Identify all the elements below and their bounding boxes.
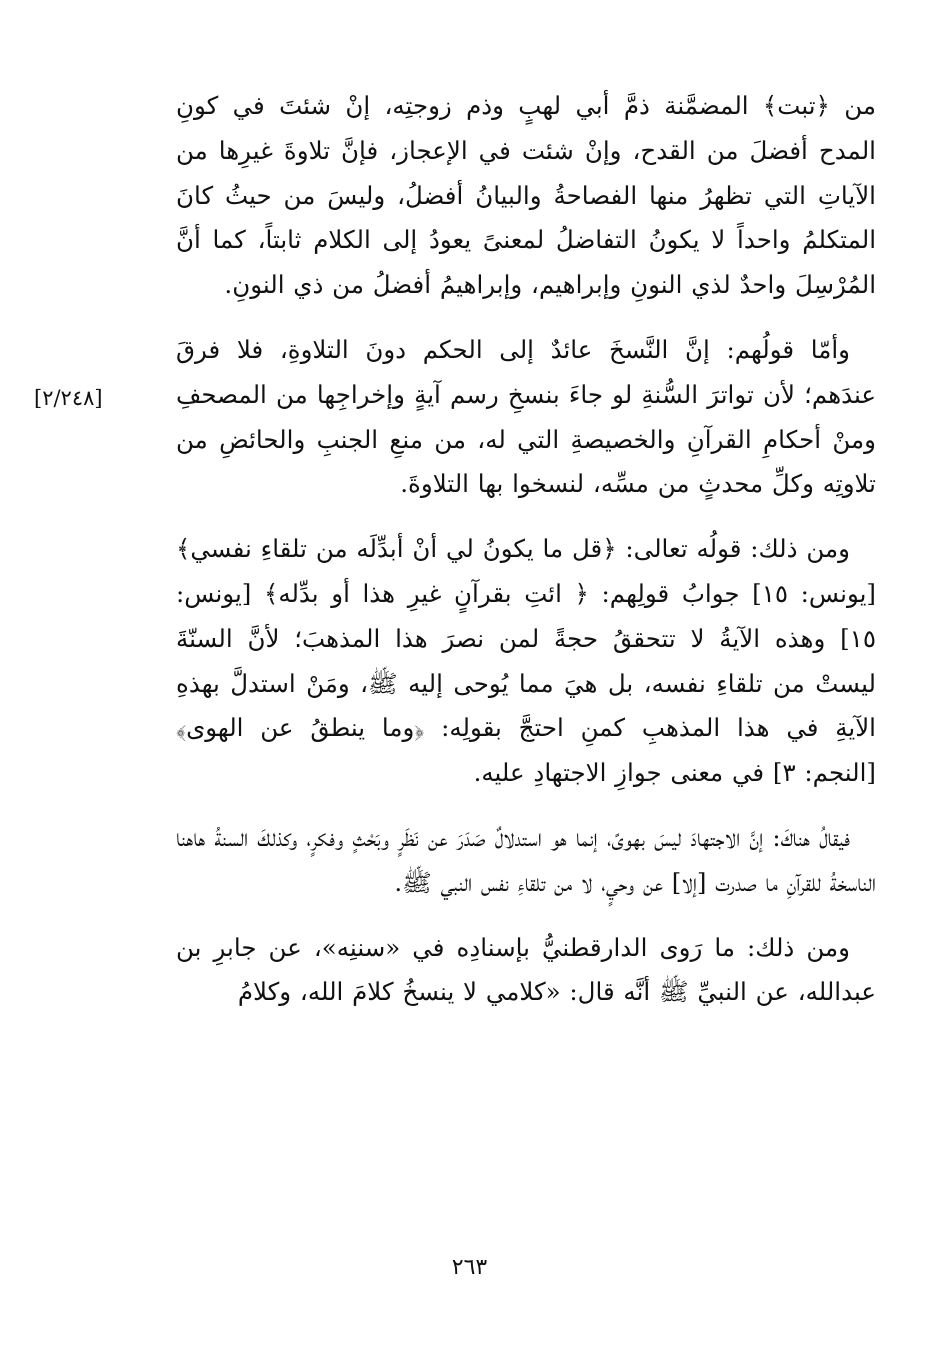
paragraph-3: ومن ذلك: قولُه تعالى: ﴿قل ما يكونُ لي أنْ أبدِّلَه من تلقاءِ نفسي﴾ [يونس: ١٥] جوابُ قولِهم: ﴿ ائتِ بقرآنٍ غيرِ هذا أو بدِّله﴾ [يونس: ١٥] وهذه الآيةُ لا تتحققُ حجةً لمن نصرَ هذا المذهبَ؛ لأنَّ السنّةَ ليستْ من تلقاءِ نفسه، بل هيَ مما يُوحى إليه ﷺ، ومَنْ استدلَّ بهذهِ الآيةِ في هذا المذهبِ كمنِ احتجَّ بقولِه: ﴿وما ينطقُ عن الهوى﴾ [النجم: ٣] في معنى جوازِ الاجتهادِ عليه. (176, 534, 876, 788)
paragraph-5: ومن ذلك: ما رَوى الدارقطنيُّ بإسنادِه في «سننِه»، عن جابرِ بن عبدالله، عن النبيِّ ﷺ أنَّه قال: «كلامي لا ينسخُ كلامَ الله، وكلامُ (176, 932, 876, 1007)
margin-reference: [٢/٢٤٨] (34, 386, 103, 410)
body-text (176, 84, 876, 1015)
paragraph-4: فيقالُ هناكَ: إنَّ الاجتهادَ ليسَ بهوىً، إنما هو استدلالٌ صَدَرَ عن نَظَرٍ وبَحْثٍ وفكرٍ، وكذلكَ السنةُ هاهنا الناسخةُ للقرآنِ ما صدرت [إلا] عن وحيٍ، لا من تلقاءِ نفس النبي ﷺ. (176, 822, 876, 897)
page-number: ٢٦٣ (451, 1255, 488, 1280)
paragraph-1: من ﴿تبت﴾ المضمَّنة ذمَّ أبي لهبٍ وذم زوجتِه، إنْ شئتَ في كونِ المدح أفضلَ من القدح، وإنْ شئت في الإعجاز، فإنَّ تلاوةَ غيرِها من الآياتِ التي تظهرُ منها الفصاحةُ والبيانُ أفضلُ، وليسَ من حيثُ كانَ المتكلمُ واحداً لا يكونُ التفاضلُ لمعنىً يعودُ إلى الكلام ثابتاً، كما أنَّ المُرْسِلَ واحدٌ لذي النونِ وإبراهيم، وإبراهيمُ أفضلُ من ذي النونِ. (176, 91, 876, 300)
paragraph-2: وأمّا قولُهم: إنَّ النَّسخَ عائدٌ إلى الحكم دونَ التلاوةِ، فلا فرقَ عندَهم؛ لأن تواترَ السُّنةِ لو جاءَ بنسخِ رسم آيةٍ وإخراجِها من المصحفِ ومنْ أحكامِ القرآنِ والخصيصةِ التي له، من منعِ الجنبِ والحائضِ من تلاوتِه وكلِّ محدثٍ من مسِّه، لنسخوا بها التلاوةَ. (176, 334, 876, 499)
